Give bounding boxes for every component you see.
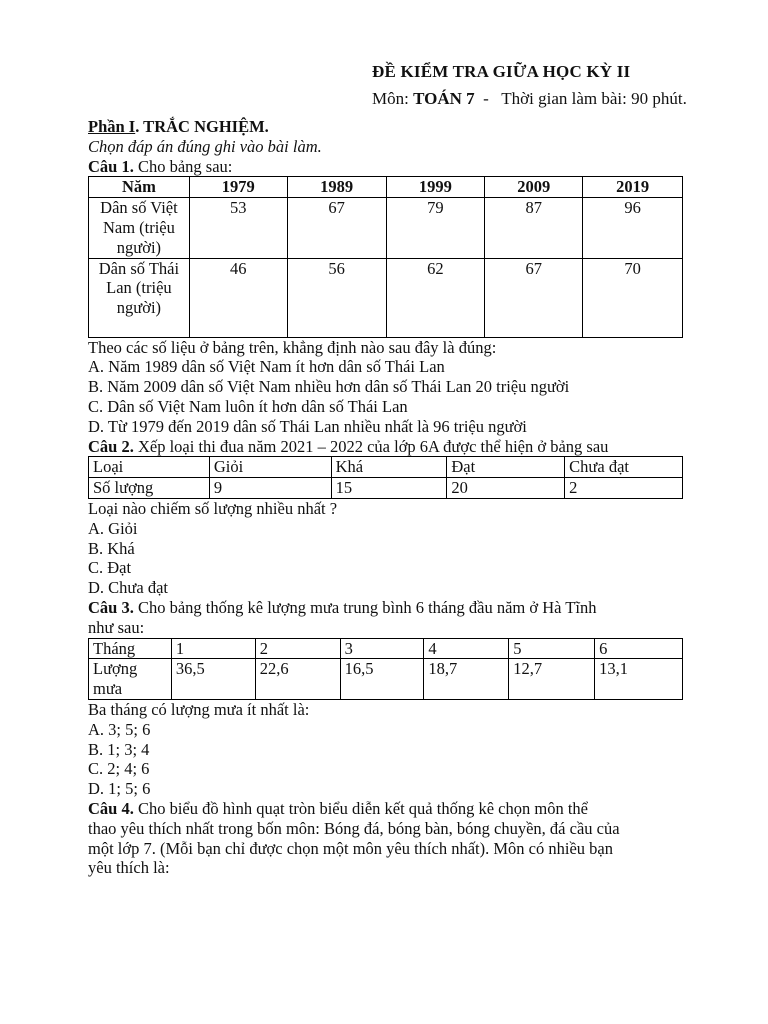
q2-cell: Đạt	[447, 457, 565, 478]
q3-cell: 6	[595, 638, 683, 659]
q3-prompt	[88, 598, 688, 618]
q3-table-row-rainfall	[89, 659, 683, 700]
q3-cell: 36,5	[171, 659, 255, 700]
q1-cell: 79	[386, 198, 485, 258]
q1-option: D. Từ 1979 đến 2019 dân số Thái Lan nhiều nhất là 96 triệu người	[88, 416, 527, 436]
exam-title: ĐỀ KIỂM TRA GIỮA HỌC KỲ II	[372, 62, 631, 81]
q3-option: B. 1; 3; 4	[88, 739, 150, 759]
q2-cell: Giỏi	[209, 457, 331, 478]
q2-prompt	[88, 437, 688, 457]
q3-cell: 1	[171, 638, 255, 659]
q1-option: B. Năm 2009 dân số Việt Nam nhiều hơn dân số Thái Lan 20 triệu người	[88, 377, 570, 397]
exam-content	[88, 117, 688, 878]
q3-cell: 4	[424, 638, 509, 659]
q3-cell: Lượng mưa	[89, 659, 172, 700]
q4-prompt	[88, 799, 688, 819]
q1-label: Câu 1.	[88, 156, 134, 176]
q2-cell: Loại	[89, 457, 210, 478]
q3-rainfall-table	[88, 638, 683, 700]
q1-header-cell: 1999	[386, 177, 485, 198]
q2-cell: Chưa đạt	[565, 457, 683, 478]
q4-prompt-cont: thao yêu thích nhất trong bốn môn: Bóng đá, bóng bàn, bóng chuyền, đá cầu của	[88, 818, 620, 838]
q2-table-row-count	[89, 478, 683, 499]
q2-label: Câu 2.	[88, 436, 134, 456]
q3-cell: 5	[509, 638, 595, 659]
q2-option: D. Chưa đạt	[88, 578, 168, 598]
q1-option: A. Năm 1989 dân số Việt Nam ít hơn dân số Thái Lan	[88, 357, 445, 377]
q1-cell: 96	[583, 198, 683, 258]
q3-cell: 2	[255, 638, 340, 659]
q3-option: C. 2; 4; 6	[88, 759, 150, 779]
q1-option: C. Dân số Việt Nam luôn ít hơn dân số Thái Lan	[88, 396, 408, 416]
q3-cell: 3	[340, 638, 424, 659]
q3-option: D. 1; 5; 6	[88, 779, 151, 799]
q1-cell: 62	[386, 258, 485, 337]
q3-label: Câu 3.	[88, 597, 134, 617]
q1-header-cell: 1989	[287, 177, 386, 198]
q1-row-label: Dân số Thái Lan (triệu người)	[89, 258, 190, 337]
part-instruction: Chọn đáp án đúng ghi vào bài làm.	[88, 136, 322, 156]
q3-stem: Ba tháng có lượng mưa ít nhất là:	[88, 699, 310, 719]
q3-cell: Tháng	[89, 638, 172, 659]
subject-prefix: Môn:	[372, 89, 414, 108]
q3-cell: 13,1	[595, 659, 683, 700]
q2-table-row-type	[89, 457, 683, 478]
q3-cell: 18,7	[424, 659, 509, 700]
q1-header-cell: 2019	[583, 177, 683, 198]
part-heading-title: . TRẮC NGHIỆM.	[135, 117, 269, 136]
q1-cell: 70	[583, 258, 683, 337]
q2-option: B. Khá	[88, 538, 135, 558]
q1-cell: 46	[189, 258, 287, 337]
exam-subtitle	[372, 89, 687, 109]
q1-text: Cho bảng sau:	[133, 156, 233, 176]
q2-cell: 2	[565, 478, 683, 499]
q2-option: C. Đạt	[88, 558, 132, 578]
q1-cell: 53	[189, 198, 287, 258]
q3-option: A. 3; 5; 6	[88, 719, 151, 739]
q2-cell: Số lượng	[89, 478, 210, 499]
q1-cell: 67	[485, 258, 583, 337]
q1-prompt	[88, 157, 688, 177]
q2-cell: Khá	[331, 457, 447, 478]
q1-cell: 87	[485, 198, 583, 258]
q4-prompt-cont: yêu thích là:	[88, 858, 170, 878]
q1-header-cell: Năm	[89, 177, 190, 198]
q1-table-row-thailand	[89, 258, 683, 337]
exam-time: - Thời gian làm bài: 90 phút.	[474, 89, 687, 108]
q1-cell: 56	[287, 258, 386, 337]
q4-label: Câu 4.	[88, 798, 134, 818]
q3-cell: 12,7	[509, 659, 595, 700]
part-heading-number: Phần I	[88, 117, 136, 136]
q2-cell: 15	[331, 478, 447, 499]
q2-option: A. Giỏi	[88, 518, 138, 538]
q4-text: Cho biểu đồ hình quạt tròn biểu diễn kết quả thống kê chọn môn thể	[133, 798, 588, 818]
q1-stem: Theo các số liệu ở bảng trên, khẳng định nào sau đây là đúng:	[88, 337, 497, 357]
q3-cell: 22,6	[255, 659, 340, 700]
q2-cell: 20	[447, 478, 565, 499]
subject-name: TOÁN 7	[413, 89, 475, 108]
q4-prompt-cont: một lớp 7. (Mỗi bạn chỉ được chọn một môn yêu thích nhất). Môn có nhiều bạn	[88, 838, 613, 858]
q3-table-row-month	[89, 638, 683, 659]
q2-cell: 9	[209, 478, 331, 499]
q3-prompt-cont: như sau:	[88, 617, 145, 637]
q1-header-cell: 2009	[485, 177, 583, 198]
q2-text: Xếp loại thi đua năm 2021 – 2022 của lớp 6A được thể hiện ở bảng sau	[133, 436, 609, 456]
q3-text: Cho bảng thống kê lượng mưa trung bình 6 tháng đầu năm ở Hà Tĩnh	[133, 597, 597, 617]
q1-population-table	[88, 176, 683, 337]
q3-cell: 16,5	[340, 659, 424, 700]
q1-table-header-row	[89, 177, 683, 198]
q2-ranking-table	[88, 456, 683, 499]
q1-table-row-vietnam	[89, 198, 683, 258]
q1-header-cell: 1979	[189, 177, 287, 198]
q1-row-label: Dân số Việt Nam (triệu người)	[89, 198, 190, 258]
q1-cell: 67	[287, 198, 386, 258]
q2-stem: Loại nào chiếm số lượng nhiều nhất ?	[88, 498, 338, 518]
part-heading	[88, 117, 688, 137]
